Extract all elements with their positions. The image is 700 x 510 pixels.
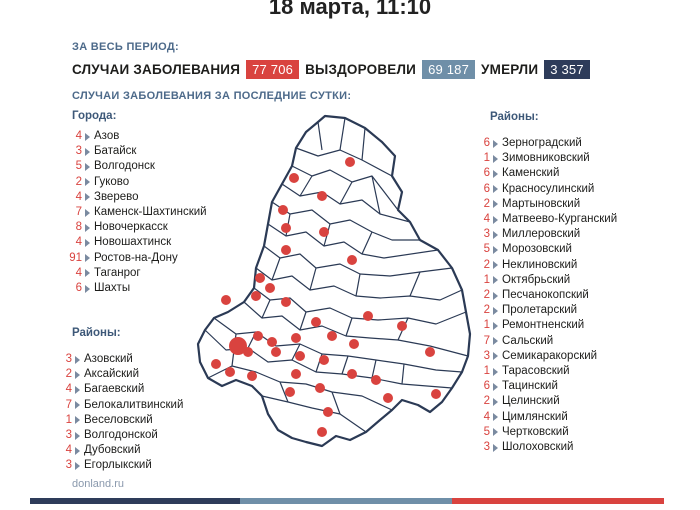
case-marker (371, 375, 381, 385)
totals-row (72, 60, 596, 78)
case-count: 5 (75, 160, 82, 173)
case-marker (317, 191, 327, 201)
case-marker (253, 331, 263, 341)
case-marker (363, 311, 373, 321)
place-name: Новочеркасск (94, 221, 168, 234)
list-item (470, 151, 617, 166)
place-name: Октябрьский (502, 273, 571, 286)
list-item (470, 136, 617, 151)
list-item (470, 440, 617, 455)
page-title: 18 марта, 11:10 (268, 0, 432, 19)
case-marker (431, 389, 441, 399)
place-name: Миллеровский (502, 228, 581, 241)
districts-right-list (470, 136, 617, 455)
case-marker (289, 173, 299, 183)
case-count: 4 (75, 236, 82, 249)
list-item (60, 458, 183, 473)
case-marker (319, 355, 329, 365)
case-count: 6 (75, 282, 82, 295)
triangle-bullet-icon (493, 307, 498, 315)
case-count: 2 (483, 289, 490, 302)
triangle-bullet-icon (75, 401, 80, 409)
case-marker (278, 205, 288, 215)
place-name: Егорлыкский (84, 459, 152, 472)
list-item (470, 379, 617, 394)
case-marker (211, 359, 221, 369)
place-name: Неклиновский (502, 258, 578, 271)
list-item (60, 413, 183, 428)
place-name: Каменский (502, 167, 560, 180)
triangle-bullet-icon (85, 254, 90, 262)
place-name: Чертковский (502, 425, 569, 438)
list-item (470, 318, 617, 333)
case-count: 3 (65, 353, 72, 365)
case-count: 2 (483, 197, 490, 210)
place-name: Белокалитвинский (84, 398, 184, 411)
deaths-label: УМЕРЛИ (481, 61, 539, 77)
case-count: 1 (483, 365, 490, 378)
triangle-bullet-icon (85, 239, 90, 247)
triangle-bullet-icon (85, 148, 90, 156)
triangle-bullet-icon (85, 224, 90, 232)
case-marker (267, 337, 277, 347)
place-name: Мартыновский (502, 197, 581, 210)
case-count: 3 (483, 441, 490, 454)
place-name: Зверево (94, 190, 139, 203)
case-marker (285, 387, 295, 397)
case-marker (281, 245, 291, 255)
place-name: Зерноградский (502, 137, 582, 149)
triangle-bullet-icon (75, 416, 80, 424)
triangle-bullet-icon (85, 269, 90, 277)
place-name: Зимовниковский (502, 152, 590, 165)
case-marker (247, 371, 257, 381)
place-name: Багаевский (84, 383, 145, 396)
case-count: 1 (65, 413, 72, 426)
case-count: 2 (483, 304, 490, 317)
place-name: Ростов-на-Дону (94, 251, 178, 264)
place-name: Аксайский (84, 368, 140, 381)
recovered-label: ВЫЗДОРОВЕЛИ (305, 61, 417, 77)
triangle-bullet-icon (493, 337, 498, 345)
triangle-bullet-icon (493, 261, 498, 269)
case-count: 4 (483, 410, 490, 423)
place-name: Гуково (94, 175, 130, 188)
case-marker (291, 369, 301, 379)
case-count: 6 (483, 182, 490, 195)
case-marker (295, 351, 305, 361)
place-name: Новошахтинск (94, 236, 172, 249)
footer-bar-blue (240, 498, 452, 504)
case-marker (281, 223, 291, 233)
place-name: Красносулинский (502, 182, 595, 195)
footer-bar-dark (30, 498, 240, 504)
triangle-bullet-icon (493, 276, 498, 284)
list-item (470, 227, 617, 242)
list-item (60, 398, 183, 413)
triangle-bullet-icon (75, 432, 80, 440)
deaths-badge: 3 357 (544, 60, 590, 79)
triangle-bullet-icon (493, 246, 498, 254)
place-name: Шахты (94, 282, 131, 295)
triangle-bullet-icon (493, 413, 498, 421)
place-name: Таганрог (94, 266, 141, 279)
list-item (60, 428, 183, 443)
case-marker (225, 367, 235, 377)
triangle-bullet-icon (75, 386, 80, 394)
source-link[interactable]: donland.ru (72, 478, 124, 490)
case-marker (317, 427, 327, 437)
place-name: Веселовский (84, 413, 153, 426)
list-item (470, 258, 617, 273)
case-count: 3 (65, 429, 72, 442)
case-marker (251, 291, 261, 301)
case-count: 91 (69, 251, 82, 264)
place-name: Семикаракорский (502, 349, 598, 362)
case-marker (347, 369, 357, 379)
triangle-bullet-icon (75, 462, 80, 470)
case-marker (311, 317, 321, 327)
case-marker (319, 227, 329, 237)
case-count: 2 (65, 368, 72, 381)
region-map (185, 110, 485, 455)
case-count: 1 (483, 319, 490, 332)
total-period-label: ЗА ВЕСЬ ПЕРИОД: (72, 41, 179, 53)
triangle-bullet-icon (493, 383, 498, 391)
place-name: Пролетарский (502, 304, 578, 317)
case-marker (229, 337, 247, 355)
districts-left-title: Районы: (72, 327, 121, 339)
triangle-bullet-icon (493, 216, 498, 224)
list-item (60, 367, 183, 382)
cities-title: Города: (72, 110, 117, 122)
case-marker (383, 393, 393, 403)
case-count: 2 (483, 395, 490, 408)
case-marker (255, 273, 265, 283)
triangle-bullet-icon (493, 200, 498, 208)
case-count: 7 (65, 398, 72, 411)
list-item (470, 394, 617, 409)
case-marker (397, 321, 407, 331)
case-count: 6 (483, 137, 490, 149)
case-count: 1 (483, 273, 490, 286)
case-count: 4 (75, 266, 82, 279)
daily-cases-label: СЛУЧАИ ЗАБОЛЕВАНИЯ ЗА ПОСЛЕДНИЕ СУТКИ: (72, 90, 352, 102)
triangle-bullet-icon (75, 447, 80, 455)
triangle-bullet-icon (85, 193, 90, 201)
list-item (470, 212, 617, 227)
list-item (470, 410, 617, 425)
list-item (470, 425, 617, 440)
case-count: 1 (483, 152, 490, 165)
triangle-bullet-icon (75, 356, 80, 364)
triangle-bullet-icon (493, 140, 498, 148)
list-item (60, 382, 183, 397)
triangle-bullet-icon (493, 292, 498, 300)
districts-right-title: Районы: (490, 111, 539, 123)
triangle-bullet-icon (85, 178, 90, 186)
case-count: 2 (483, 258, 490, 271)
place-name: Цимлянский (502, 410, 568, 423)
footer-bar-red (452, 498, 664, 504)
triangle-bullet-icon (493, 352, 498, 360)
triangle-bullet-icon (493, 155, 498, 163)
place-name: Каменск-Шахтинский (94, 206, 207, 219)
triangle-bullet-icon (493, 322, 498, 330)
case-marker (315, 383, 325, 393)
triangle-bullet-icon (75, 371, 80, 379)
case-marker (327, 331, 337, 341)
case-marker (291, 333, 301, 343)
list-item (470, 273, 617, 288)
place-name: Матвеево-Курганский (502, 213, 618, 226)
case-count: 4 (65, 383, 72, 396)
list-item (470, 182, 617, 197)
list-item (470, 303, 617, 318)
list-item (470, 197, 617, 212)
list-item (470, 349, 617, 364)
triangle-bullet-icon (493, 170, 498, 178)
case-marker (347, 255, 357, 265)
case-count: 2 (75, 175, 82, 188)
place-name: Дубовский (84, 444, 141, 457)
case-count: 6 (483, 167, 490, 180)
case-count: 3 (483, 228, 490, 241)
case-count: 7 (483, 334, 490, 347)
case-count: 4 (75, 130, 82, 142)
recovered-badge: 69 187 (422, 60, 475, 79)
list-item (60, 352, 183, 367)
place-name: Тацинский (502, 380, 558, 393)
triangle-bullet-icon (493, 185, 498, 193)
triangle-bullet-icon (493, 231, 498, 239)
triangle-bullet-icon (85, 285, 90, 293)
place-name: Волгодонск (94, 160, 155, 173)
place-name: Шолоховский (502, 441, 574, 454)
case-count: 4 (75, 190, 82, 203)
case-count: 4 (65, 444, 72, 457)
cases-label: СЛУЧАИ ЗАБОЛЕВАНИЯ (72, 61, 241, 77)
case-marker (345, 157, 355, 167)
list-item (60, 443, 183, 458)
triangle-bullet-icon (85, 209, 90, 217)
place-name: Азовский (84, 353, 133, 365)
place-name: Сальский (502, 334, 554, 347)
case-count: 5 (483, 425, 490, 438)
case-count: 5 (483, 243, 490, 256)
case-marker (323, 407, 333, 417)
place-name: Ремонтненский (502, 319, 585, 332)
case-count: 3 (483, 349, 490, 362)
triangle-bullet-icon (493, 428, 498, 436)
place-name: Морозовский (502, 243, 572, 256)
list-item (470, 334, 617, 349)
triangle-bullet-icon (85, 163, 90, 171)
cases-badge: 77 706 (246, 60, 299, 79)
place-name: Батайск (94, 145, 137, 158)
triangle-bullet-icon (493, 368, 498, 376)
case-count: 3 (65, 459, 72, 472)
triangle-bullet-icon (493, 444, 498, 452)
place-name: Азов (94, 130, 120, 142)
case-marker (271, 347, 281, 357)
districts-left-list (60, 352, 183, 474)
list-item (470, 242, 617, 257)
list-item (470, 166, 617, 181)
place-name: Волгодонской (84, 429, 158, 442)
triangle-bullet-icon (493, 398, 498, 406)
case-count: 8 (75, 221, 82, 234)
case-count: 4 (483, 213, 490, 226)
case-marker (221, 295, 231, 305)
case-marker (349, 339, 359, 349)
place-name: Песчанокопский (502, 289, 589, 302)
list-item (470, 288, 617, 303)
list-item (470, 364, 617, 379)
triangle-bullet-icon (85, 133, 90, 141)
case-marker (281, 297, 291, 307)
case-count: 7 (75, 206, 82, 219)
case-marker (425, 347, 435, 357)
case-count: 6 (483, 380, 490, 393)
case-marker (265, 283, 275, 293)
case-count: 3 (75, 145, 82, 158)
place-name: Целинский (502, 395, 560, 408)
place-name: Тарасовский (502, 365, 570, 378)
